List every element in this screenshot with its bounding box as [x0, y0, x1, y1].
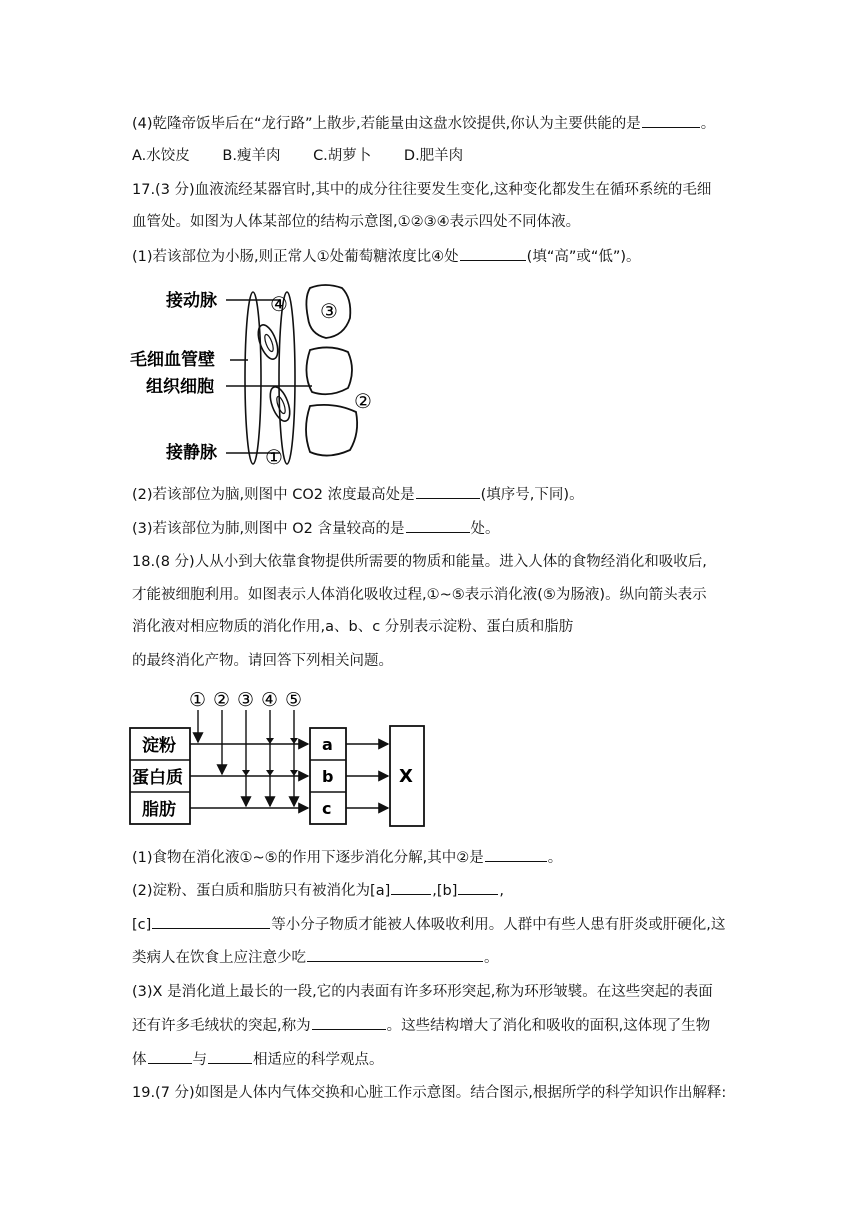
answer-blank[interactable] [406, 518, 470, 533]
marker-1: ① [265, 445, 283, 469]
q16-4-stem: (4)乾隆帝饭毕后在“龙行路”上散步,若能量由这盘水饺提供,你认为主要供能的是 。 [132, 113, 715, 134]
answer-blank[interactable] [485, 847, 547, 862]
digestion-diagram [128, 686, 428, 832]
answer-blank[interactable] [642, 113, 700, 128]
capillary-left-wall [245, 292, 261, 464]
option-c[interactable]: C.胡萝卜 [313, 148, 372, 164]
enzyme-5: ⑤ [285, 689, 303, 711]
q18-line1: 18.(8 分)人从小到大依靠食物提供所需要的物质和能量。进入人体的食物经消化和吸收后, [132, 554, 707, 570]
label-capillary-wall: 毛细血管壁 [130, 350, 215, 370]
option-b[interactable]: B.瘦羊肉 [222, 148, 281, 164]
food-starch: 淀粉 [142, 736, 176, 756]
q18-part1: (1)食物在消化液①~⑤的作用下逐步消化分解,其中②是 。 [132, 847, 562, 868]
product-b: b [322, 767, 334, 786]
q17-line1: 17.(3 分)血液流经某器官时,其中的成分往往要发生变化,这种变化都发生在循环系统的毛细 [132, 182, 712, 198]
q18-part2: (2)淀粉、蛋白质和脂肪只有被消化为[a] ,[b] , [132, 880, 504, 901]
label-x: X [399, 766, 413, 787]
q18-part2c: 类病人在饮食上应注意少吃 。 [132, 947, 499, 968]
enzyme-2: ② [213, 689, 231, 711]
q17-part1: (1)若该部位为小肠,则正常人①处葡萄糖浓度比④处 (填“高”或“低”)。 [132, 246, 641, 267]
label-artery: 接动脉 [166, 291, 217, 311]
option-a[interactable]: A.水饺皮 [132, 148, 190, 164]
q17-line2: 血管处。如图为人体某部位的结构示意图,①②③④表示四处不同体液。 [132, 214, 581, 230]
q19-line1: 19.(7 分)如图是人体内气体交换和心脏工作示意图。结合图示,根据所学的科学知识作出解释: [132, 1085, 727, 1101]
tissue-cell-bottom [306, 405, 357, 456]
food-fat: 脂肪 [142, 800, 176, 820]
marker-4: ④ [270, 292, 288, 316]
option-d[interactable]: D.肥羊肉 [403, 148, 464, 164]
enzyme-4: ④ [261, 689, 279, 711]
q17-part2: (2)若该部位为脑,则图中 CO2 浓度最高处是 (填序号,下同)。 [132, 484, 584, 505]
product-a: a [322, 735, 333, 754]
q18-line4: 的最终消化产物。请回答下列相关问题。 [132, 653, 393, 669]
enzyme-3: ③ [237, 689, 255, 711]
label-tissue-cell: 组织细胞 [146, 377, 214, 397]
q18-part3-line1: (3)X 是消化道上最长的一段,它的内表面有许多环形突起,称为环形皱襞。在这些突起的表面 [132, 984, 713, 1000]
tissue-cell-middle [306, 347, 352, 394]
label-vein: 接静脉 [166, 443, 217, 463]
answer-blank-food[interactable] [307, 947, 483, 962]
q18-part2b: [c] 等小分子物质才能被人体吸收利用。人群中有些人患有肝炎或肝硬化,这 [132, 914, 725, 935]
answer-blank-b[interactable] [458, 880, 498, 895]
food-protein: 蛋白质 [132, 768, 183, 788]
q16-4-options [132, 146, 491, 166]
q17-part3: (3)若该部位为肺,则图中 O2 含量较高的是 处。 [132, 518, 500, 539]
q18-line3: 消化液对相应物质的消化作用,a、b、c 分别表示淀粉、蛋白质和脂肪 [132, 619, 574, 635]
q18-part3-line2: 还有许多毛绒状的突起,称为 。这些结构增大了消化和吸收的面积,这体现了生物 [132, 1015, 710, 1036]
capillary-right-wall [279, 292, 295, 464]
answer-blank-c[interactable] [152, 914, 270, 929]
product-c: c [322, 799, 332, 818]
q18-part3-line3: 体 与 相适应的科学观点。 [132, 1049, 384, 1070]
marker-3: ③ [320, 299, 338, 323]
capillary-tissue-diagram [130, 278, 390, 472]
q18-line2: 才能被细胞利用。如图表示人体消化吸收过程,①~⑤表示消化液(⑤为肠液)。纵向箭头表示 [132, 587, 707, 603]
enzyme-1: ① [189, 689, 207, 711]
answer-blank-structure[interactable] [148, 1049, 192, 1064]
answer-blank-function[interactable] [208, 1049, 252, 1064]
answer-blank-a[interactable] [391, 880, 431, 895]
answer-blank[interactable] [460, 246, 526, 261]
red-blood-cell-1 [254, 322, 281, 361]
answer-blank-villi[interactable] [312, 1015, 386, 1030]
answer-blank[interactable] [416, 484, 480, 499]
marker-2: ② [354, 389, 372, 413]
